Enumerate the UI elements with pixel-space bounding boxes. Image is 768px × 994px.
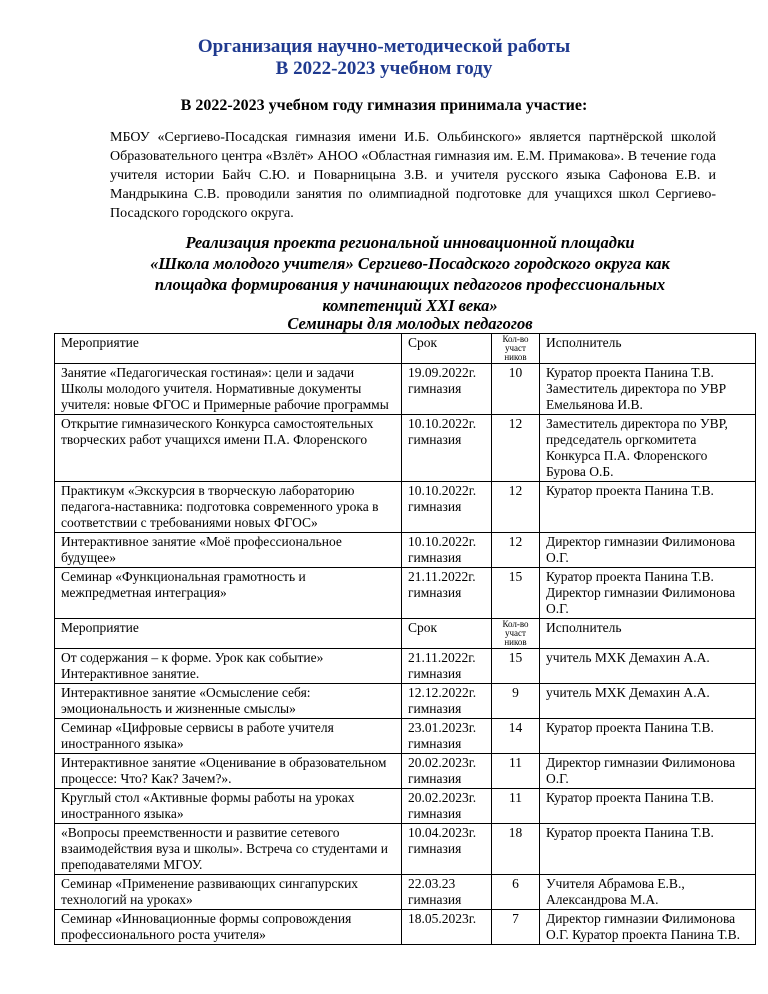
table-row [55, 684, 756, 719]
table-row [55, 649, 756, 684]
count-cell: 14 [492, 719, 540, 754]
header-event: Мероприятие [55, 334, 402, 364]
intro-paragraph: МБОУ «Сергиево-Посадская гимназия имени И.Б. Ольбинского» является партнёрской школой Образовательного центра «Взлёт» АНОО «Областная гимназия им. Е.М. Примакова». В течение года учителя истории Байч С.Ю. и Поварницына З.В. и учителя русского языка Сафонова Е.В. и Мандрыкина С.В. проводили занятия по олимпиадной подготовке для учащихся школ Сергиево-Посадского городского округа. [110, 130, 716, 221]
event-cell: Семинар «Применение развивающих сингапурских технологий на уроках» [55, 875, 402, 910]
table-row [55, 824, 756, 875]
executor-cell: Заместитель директора по УВР, председатель оргкомитета Конкурса П.А. Флоренского Бурова О.Б. [540, 415, 756, 482]
table-row [55, 482, 756, 533]
event-cell: Открытие гимназического Конкурса самостоятельных творческих работ учащихся имени П.А. Флоренского [55, 415, 402, 482]
header-date: Срок [402, 334, 492, 364]
project-title-line4: компетенций XXI века» [322, 296, 498, 315]
page-title-line1: Организация научно-методической работы [197, 36, 571, 57]
header-executor: Исполнитель [540, 619, 756, 649]
count-cell: 7 [492, 910, 540, 945]
table-row [55, 875, 756, 910]
date-cell: 21.11.2022г. гимназия [402, 568, 492, 619]
date-cell: 12.12.2022г. гимназия [402, 684, 492, 719]
table-row [55, 415, 756, 482]
table-row [55, 568, 756, 619]
count-cell: 15 [492, 568, 540, 619]
project-title-line2: «Школа молодого учителя» Сергиево-Посадского городского округа как [150, 254, 670, 273]
count-cell: 18 [492, 824, 540, 875]
count-cell: 6 [492, 875, 540, 910]
count-cell: 9 [492, 684, 540, 719]
table-row [55, 364, 756, 415]
table-row [55, 910, 756, 945]
count-cell: 12 [492, 533, 540, 568]
page-title-line2: В 2022-2023 учебном году [275, 58, 493, 79]
header-count: Кол-во участ ников [492, 619, 540, 649]
date-cell: 18.05.2023г. [402, 910, 492, 945]
executor-cell: Куратор проекта Панина Т.В. [540, 824, 756, 875]
header-event: Мероприятие [55, 619, 402, 649]
table-header-row [55, 334, 756, 364]
count-cell: 11 [492, 789, 540, 824]
project-title-line1: Реализация проекта региональной инновационной площадки [185, 233, 635, 252]
table-row [55, 789, 756, 824]
date-cell: 10.10.2022г. гимназия [402, 533, 492, 568]
executor-cell: учитель МХК Демахин А.А. [540, 649, 756, 684]
count-cell: 12 [492, 415, 540, 482]
date-cell: 20.02.2023г. гимназия [402, 754, 492, 789]
project-title-line3: площадка формирования у начинающих педагогов профессиональных [154, 275, 666, 294]
date-cell: 10.04.2023г. гимназия [402, 824, 492, 875]
executor-cell: Учителя Абрамова Е.В., Александрова М.А. [540, 875, 756, 910]
executor-cell: Директор гимназии Филимонова О.Г. [540, 533, 756, 568]
event-cell: Семинар «Цифровые сервисы в работе учителя иностранного языка» [55, 719, 402, 754]
date-cell: 22.03.23 гимназия [402, 875, 492, 910]
date-cell: 20.02.2023г. гимназия [402, 789, 492, 824]
event-cell: Семинар «Инновационные формы сопровождения профессионального роста учителя» [55, 910, 402, 945]
count-cell: 15 [492, 649, 540, 684]
table-row [55, 754, 756, 789]
seminars-table [54, 333, 756, 945]
event-cell: Семинар «Функциональная грамотность и межпредметная интеграция» [55, 568, 402, 619]
event-cell: «Вопросы преемственности и развитие сетевого взаимодействия вуза и школы». Встреча со студентами и преподавателями МГОУ. [55, 824, 402, 875]
header-date: Срок [402, 619, 492, 649]
event-cell: Практикум «Экскурсия в творческую лабораторию педагога-наставника: подготовка современного урока в соответствии с требованиями новых ФГОС» [55, 482, 402, 533]
event-cell: Интерактивное занятие «Моё профессиональное будущее» [55, 533, 402, 568]
executor-cell: Куратор проекта Панина Т.В. [540, 789, 756, 824]
date-cell: 19.09.2022г. гимназия [402, 364, 492, 415]
event-cell: Круглый стол «Активные формы работы на уроках иностранного языка» [55, 789, 402, 824]
executor-cell: Куратор проекта Панина Т.В. [540, 719, 756, 754]
table-row [55, 533, 756, 568]
date-cell: 10.10.2022г. гимназия [402, 415, 492, 482]
event-cell: От содержания – к форме. Урок как событие» Интерактивное занятие. [55, 649, 402, 684]
executor-cell: Куратор проекта Панина Т.В. Заместитель директора по УВР Емельянова И.В. [540, 364, 756, 415]
count-cell: 11 [492, 754, 540, 789]
event-cell: Интерактивное занятие «Осмысление себя: эмоциональность и жизненные смыслы» [55, 684, 402, 719]
event-cell: Занятие «Педагогическая гостиная»: цели и задачи Школы молодого учителя. Нормативные документы учителя: новые ФГОС и Примерные рабочие программы [55, 364, 402, 415]
executor-cell: Куратор проекта Панина Т.В. [540, 482, 756, 533]
table-header-row [55, 619, 756, 649]
header-count: Кол-во участ ников [492, 334, 540, 364]
seminars-heading: Семинары для молодых педагогов [287, 314, 533, 333]
executor-cell: Директор гимназии Филимонова О.Г. [540, 754, 756, 789]
count-cell: 10 [492, 364, 540, 415]
header-executor: Исполнитель [540, 334, 756, 364]
table-row [55, 719, 756, 754]
date-cell: 23.01.2023г. гимназия [402, 719, 492, 754]
executor-cell: учитель МХК Демахин А.А. [540, 684, 756, 719]
event-cell: Интерактивное занятие «Оценивание в образовательном процессе: Что? Как? Зачем?». [55, 754, 402, 789]
executor-cell: Директор гимназии Филимонова О.Г. Куратор проекта Панина Т.В. [540, 910, 756, 945]
date-cell: 10.10.2022г. гимназия [402, 482, 492, 533]
count-cell: 12 [492, 482, 540, 533]
executor-cell: Куратор проекта Панина Т.В. Директор гимназии Филимонова О.Г. [540, 568, 756, 619]
date-cell: 21.11.2022г. гимназия [402, 649, 492, 684]
section-subtitle: В 2022-2023 учебном году гимназия принимала участие: [180, 97, 588, 114]
